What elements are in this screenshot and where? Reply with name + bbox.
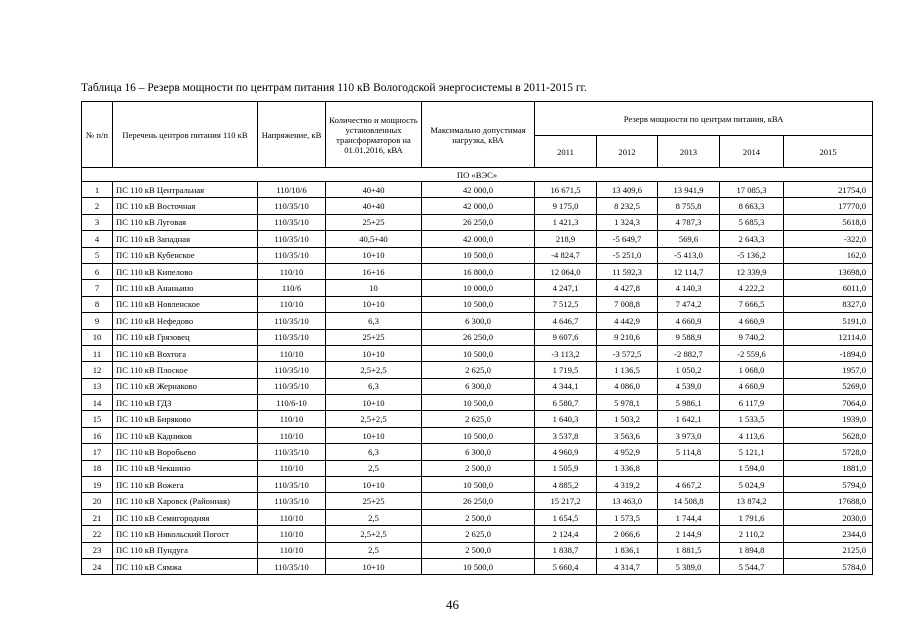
- header-reserve: Резерв мощности по центрам питания, кВА: [535, 102, 873, 136]
- row-number-cell: 11: [82, 345, 113, 361]
- voltage-cell: 110/6: [258, 280, 326, 296]
- row-number-cell: 4: [82, 231, 113, 247]
- voltage-cell: 110/10: [258, 296, 326, 312]
- reserve-2012-cell: 8 232,5: [597, 198, 658, 214]
- substation-name-cell: ПС 110 кВ Воробьево: [113, 444, 258, 460]
- substation-name-cell: ПС 110 кВ Грязовец: [113, 329, 258, 345]
- reserve-2011-cell: 4 885,2: [535, 477, 597, 493]
- reserve-2015-cell: 17770,0: [784, 198, 873, 214]
- row-number-cell: 12: [82, 362, 113, 378]
- voltage-cell: 110/35/10: [258, 198, 326, 214]
- voltage-cell: 110/35/10: [258, 313, 326, 329]
- reserve-2014-cell: 1 068,0: [720, 362, 784, 378]
- row-number-cell: 15: [82, 411, 113, 427]
- substation-name-cell: ПС 110 кВ Новленское: [113, 296, 258, 312]
- max-load-cell: 10 500,0: [422, 345, 535, 361]
- table-body: [82, 168, 873, 575]
- substation-name-cell: ПС 110 кВ Восточная: [113, 198, 258, 214]
- voltage-cell: 110/35/10: [258, 362, 326, 378]
- reserve-2013-cell: -2 882,7: [658, 345, 720, 361]
- table-row: [82, 493, 873, 509]
- table-row: [82, 477, 873, 493]
- row-number-cell: 13: [82, 378, 113, 394]
- reserve-2012-cell: 4 319,2: [597, 477, 658, 493]
- voltage-cell: 110/35/10: [258, 214, 326, 230]
- reserve-2011-cell: 4 960,9: [535, 444, 597, 460]
- row-number-cell: 10: [82, 329, 113, 345]
- header-num: № п/п: [82, 102, 113, 168]
- reserve-2015-cell: 162,0: [784, 247, 873, 263]
- table-row: [82, 182, 873, 198]
- header-max-load: Максимально допустимая нагрузка, кВА: [422, 102, 535, 168]
- row-number-cell: 22: [82, 526, 113, 542]
- substation-name-cell: ПС 110 кВ Западная: [113, 231, 258, 247]
- substation-name-cell: ПС 110 кВ Вохтога: [113, 345, 258, 361]
- substation-name-cell: ПС 110 кВ Чекшино: [113, 460, 258, 476]
- reserve-2013-cell: 14 508,8: [658, 493, 720, 509]
- max-load-cell: 6 300,0: [422, 444, 535, 460]
- voltage-cell: 110/35/10: [258, 231, 326, 247]
- section-label: ПО «ВЭС»: [82, 168, 873, 182]
- reserve-2013-cell: 4 667,2: [658, 477, 720, 493]
- reserve-2014-cell: 1 594,0: [720, 460, 784, 476]
- substation-name-cell: ПС 110 кВ Харовск (Районная): [113, 493, 258, 509]
- max-load-cell: 16 800,0: [422, 263, 535, 279]
- row-number-cell: 20: [82, 493, 113, 509]
- max-load-cell: 10 000,0: [422, 280, 535, 296]
- reserve-2014-cell: 17 085,3: [720, 182, 784, 198]
- reserve-2015-cell: 2030,0: [784, 509, 873, 525]
- substation-name-cell: ПС 110 кВ Нефедово: [113, 313, 258, 329]
- transformers-cell: 2,5+2,5: [326, 526, 422, 542]
- voltage-cell: 110/6-10: [258, 395, 326, 411]
- row-number-cell: 23: [82, 542, 113, 558]
- reserve-2013-cell: 9 588,9: [658, 329, 720, 345]
- reserve-2013-cell: 5 986,1: [658, 395, 720, 411]
- reserve-2011-cell: 15 217,2: [535, 493, 597, 509]
- reserve-2015-cell: 6011,0: [784, 280, 873, 296]
- reserve-2014-cell: 6 117,9: [720, 395, 784, 411]
- max-load-cell: 26 250,0: [422, 214, 535, 230]
- table-row: [82, 411, 873, 427]
- reserve-2012-cell: 1 336,8: [597, 460, 658, 476]
- table-row: [82, 542, 873, 558]
- row-number-cell: 7: [82, 280, 113, 296]
- max-load-cell: 6 300,0: [422, 378, 535, 394]
- substation-name-cell: ПС 110 кВ Кипелово: [113, 263, 258, 279]
- header-year: 2012: [597, 136, 658, 168]
- reserve-2015-cell: -1894,0: [784, 345, 873, 361]
- max-load-cell: 10 500,0: [422, 296, 535, 312]
- reserve-2014-cell: 5 024,9: [720, 477, 784, 493]
- reserve-2011-cell: 218,9: [535, 231, 597, 247]
- reserve-2011-cell: 16 671,5: [535, 182, 597, 198]
- voltage-cell: 110/35/10: [258, 477, 326, 493]
- reserve-2012-cell: 1 836,1: [597, 542, 658, 558]
- reserve-2011-cell: 2 124,4: [535, 526, 597, 542]
- power-reserve-table: [81, 101, 873, 575]
- reserve-2013-cell: 7 474,2: [658, 296, 720, 312]
- max-load-cell: 2 625,0: [422, 526, 535, 542]
- reserve-2014-cell: 12 339,9: [720, 263, 784, 279]
- header-voltage: Напряжение, кВ: [258, 102, 326, 168]
- header-year: 2014: [720, 136, 784, 168]
- reserve-2013-cell: 8 755,8: [658, 198, 720, 214]
- max-load-cell: 42 000,0: [422, 231, 535, 247]
- voltage-cell: 110/35/10: [258, 378, 326, 394]
- reserve-2014-cell: -2 559,6: [720, 345, 784, 361]
- max-load-cell: 26 250,0: [422, 493, 535, 509]
- row-number-cell: 6: [82, 263, 113, 279]
- reserve-2014-cell: 5 544,7: [720, 558, 784, 574]
- table-row: [82, 247, 873, 263]
- substation-name-cell: ПС 110 кВ Кубенское: [113, 247, 258, 263]
- row-number-cell: 3: [82, 214, 113, 230]
- reserve-2012-cell: 3 563,6: [597, 427, 658, 443]
- voltage-cell: 110/35/10: [258, 247, 326, 263]
- table-row: [82, 558, 873, 574]
- substation-name-cell: ПС 110 кВ Сямжа: [113, 558, 258, 574]
- row-number-cell: 18: [82, 460, 113, 476]
- reserve-2011-cell: 7 512,5: [535, 296, 597, 312]
- reserve-2015-cell: 2125,0: [784, 542, 873, 558]
- max-load-cell: 10 500,0: [422, 558, 535, 574]
- reserve-2015-cell: 1881,0: [784, 460, 873, 476]
- reserve-2011-cell: -3 113,2: [535, 345, 597, 361]
- reserve-2011-cell: 9 175,0: [535, 198, 597, 214]
- reserve-2014-cell: -5 136,2: [720, 247, 784, 263]
- header-transformers: Количество и мощность установленных трансформаторов на 01.01.2016, кВА: [326, 102, 422, 168]
- transformers-cell: 40+40: [326, 198, 422, 214]
- row-number-cell: 21: [82, 509, 113, 525]
- voltage-cell: 110/35/10: [258, 444, 326, 460]
- section-row: [82, 168, 873, 182]
- reserve-2012-cell: 4 952,9: [597, 444, 658, 460]
- substation-name-cell: ПС 110 кВ Плоское: [113, 362, 258, 378]
- reserve-2015-cell: 5794,0: [784, 477, 873, 493]
- reserve-2011-cell: 4 646,7: [535, 313, 597, 329]
- row-number-cell: 1: [82, 182, 113, 198]
- table-row: [82, 427, 873, 443]
- voltage-cell: 110/10: [258, 526, 326, 542]
- reserve-2013-cell: 4 787,3: [658, 214, 720, 230]
- header-name: Перечень центров питания 110 кВ: [113, 102, 258, 168]
- substation-name-cell: ПС 110 кВ Вожега: [113, 477, 258, 493]
- reserve-2011-cell: 12 064,0: [535, 263, 597, 279]
- table-row: [82, 509, 873, 525]
- transformers-cell: 2,5: [326, 542, 422, 558]
- reserve-2013-cell: -5 413,0: [658, 247, 720, 263]
- reserve-2015-cell: 7064,0: [784, 395, 873, 411]
- reserve-2012-cell: 13 409,6: [597, 182, 658, 198]
- transformers-cell: 10+10: [326, 296, 422, 312]
- transformers-cell: 25+25: [326, 214, 422, 230]
- row-number-cell: 16: [82, 427, 113, 443]
- table-row: [82, 214, 873, 230]
- reserve-2011-cell: 9 607,6: [535, 329, 597, 345]
- reserve-2013-cell: 1 744,4: [658, 509, 720, 525]
- reserve-2015-cell: 5191,0: [784, 313, 873, 329]
- reserve-2011-cell: 6 580,7: [535, 395, 597, 411]
- row-number-cell: 9: [82, 313, 113, 329]
- reserve-2013-cell: 13 941,9: [658, 182, 720, 198]
- voltage-cell: 110/10: [258, 542, 326, 558]
- transformers-cell: 6,3: [326, 378, 422, 394]
- table-row: [82, 345, 873, 361]
- table-row: [82, 263, 873, 279]
- transformers-cell: 2,5: [326, 509, 422, 525]
- row-number-cell: 17: [82, 444, 113, 460]
- max-load-cell: 42 000,0: [422, 182, 535, 198]
- reserve-2012-cell: -3 572,5: [597, 345, 658, 361]
- reserve-2011-cell: 1 505,9: [535, 460, 597, 476]
- reserve-2013-cell: 1 881,5: [658, 542, 720, 558]
- reserve-2014-cell: 5 685,3: [720, 214, 784, 230]
- reserve-2014-cell: 7 666,5: [720, 296, 784, 312]
- max-load-cell: 10 500,0: [422, 477, 535, 493]
- reserve-2013-cell: 1 642,1: [658, 411, 720, 427]
- reserve-2014-cell: 8 663,3: [720, 198, 784, 214]
- voltage-cell: 110/35/10: [258, 329, 326, 345]
- reserve-2012-cell: 1 324,3: [597, 214, 658, 230]
- voltage-cell: 110/35/10: [258, 493, 326, 509]
- reserve-2014-cell: 4 660,9: [720, 313, 784, 329]
- reserve-2015-cell: 5728,0: [784, 444, 873, 460]
- voltage-cell: 110/10: [258, 263, 326, 279]
- max-load-cell: 6 300,0: [422, 313, 535, 329]
- reserve-2013-cell: 1 050,2: [658, 362, 720, 378]
- reserve-2015-cell: 5784,0: [784, 558, 873, 574]
- transformers-cell: 10+10: [326, 427, 422, 443]
- reserve-2015-cell: 21754,0: [784, 182, 873, 198]
- reserve-2015-cell: 5618,0: [784, 214, 873, 230]
- reserve-2011-cell: -4 824,7: [535, 247, 597, 263]
- reserve-2011-cell: 1 719,5: [535, 362, 597, 378]
- row-number-cell: 2: [82, 198, 113, 214]
- reserve-2014-cell: 2 643,3: [720, 231, 784, 247]
- reserve-2015-cell: 5269,0: [784, 378, 873, 394]
- reserve-2014-cell: 13 874,2: [720, 493, 784, 509]
- reserve-2012-cell: -5 649,7: [597, 231, 658, 247]
- transformers-cell: 40+40: [326, 182, 422, 198]
- reserve-2012-cell: 13 463,0: [597, 493, 658, 509]
- max-load-cell: 26 250,0: [422, 329, 535, 345]
- reserve-2012-cell: 4 086,0: [597, 378, 658, 394]
- header-year: 2013: [658, 136, 720, 168]
- transformers-cell: 10+10: [326, 345, 422, 361]
- reserve-2012-cell: 1 136,5: [597, 362, 658, 378]
- substation-name-cell: ПС 110 кВ Никольский Погост: [113, 526, 258, 542]
- reserve-2014-cell: 5 121,1: [720, 444, 784, 460]
- reserve-2015-cell: 2344,0: [784, 526, 873, 542]
- table-row: [82, 198, 873, 214]
- row-number-cell: 5: [82, 247, 113, 263]
- table-row: [82, 395, 873, 411]
- table-row: [82, 526, 873, 542]
- reserve-2011-cell: 4 247,1: [535, 280, 597, 296]
- row-number-cell: 8: [82, 296, 113, 312]
- substation-name-cell: ПС 110 кВ Биряково: [113, 411, 258, 427]
- transformers-cell: 40,5+40: [326, 231, 422, 247]
- reserve-2012-cell: 1 573,5: [597, 509, 658, 525]
- max-load-cell: 2 625,0: [422, 362, 535, 378]
- max-load-cell: 10 500,0: [422, 427, 535, 443]
- transformers-cell: 10+10: [326, 558, 422, 574]
- transformers-cell: 10+10: [326, 247, 422, 263]
- reserve-2012-cell: 7 008,8: [597, 296, 658, 312]
- substation-name-cell: ПС 110 кВ Луговая: [113, 214, 258, 230]
- reserve-2014-cell: 4 660,9: [720, 378, 784, 394]
- voltage-cell: 110/10: [258, 411, 326, 427]
- table-row: [82, 378, 873, 394]
- table-row: [82, 460, 873, 476]
- transformers-cell: 16+16: [326, 263, 422, 279]
- header-year: 2011: [535, 136, 597, 168]
- max-load-cell: 42 000,0: [422, 198, 535, 214]
- reserve-2013-cell: 4 539,0: [658, 378, 720, 394]
- voltage-cell: 110/10: [258, 345, 326, 361]
- reserve-2012-cell: 4 442,9: [597, 313, 658, 329]
- table-row: [82, 362, 873, 378]
- voltage-cell: 110/10/6: [258, 182, 326, 198]
- transformers-cell: 25+25: [326, 493, 422, 509]
- max-load-cell: 2 500,0: [422, 542, 535, 558]
- reserve-2013-cell: 12 114,7: [658, 263, 720, 279]
- substation-name-cell: ПС 110 кВ Семигородняя: [113, 509, 258, 525]
- voltage-cell: 110/10: [258, 427, 326, 443]
- reserve-2014-cell: 4 113,6: [720, 427, 784, 443]
- substation-name-cell: ПС 110 кВ Центральная: [113, 182, 258, 198]
- reserve-2014-cell: 1 894,8: [720, 542, 784, 558]
- reserve-2014-cell: 4 222,2: [720, 280, 784, 296]
- reserve-2011-cell: 3 537,8: [535, 427, 597, 443]
- reserve-2012-cell: 1 503,2: [597, 411, 658, 427]
- transformers-cell: 6,3: [326, 444, 422, 460]
- reserve-2015-cell: 13698,0: [784, 263, 873, 279]
- substation-name-cell: ПС 110 кВ Жернаково: [113, 378, 258, 394]
- table-row: [82, 231, 873, 247]
- reserve-2014-cell: 9 740,2: [720, 329, 784, 345]
- transformers-cell: 6,3: [326, 313, 422, 329]
- reserve-2015-cell: 1939,0: [784, 411, 873, 427]
- table-row: [82, 280, 873, 296]
- reserve-2013-cell: 2 144,9: [658, 526, 720, 542]
- reserve-2011-cell: 5 660,4: [535, 558, 597, 574]
- transformers-cell: 10: [326, 280, 422, 296]
- transformers-cell: 10+10: [326, 395, 422, 411]
- reserve-2012-cell: 9 210,6: [597, 329, 658, 345]
- reserve-2012-cell: 4 314,7: [597, 558, 658, 574]
- substation-name-cell: ПС 110 кВ ГДЗ: [113, 395, 258, 411]
- reserve-2012-cell: 5 978,1: [597, 395, 658, 411]
- reserve-2015-cell: 5628,0: [784, 427, 873, 443]
- reserve-2013-cell: 4 140,3: [658, 280, 720, 296]
- transformers-cell: 10+10: [326, 477, 422, 493]
- transformers-cell: 2,5+2,5: [326, 362, 422, 378]
- substation-name-cell: ПС 110 кВ Пундуга: [113, 542, 258, 558]
- table-row: [82, 329, 873, 345]
- reserve-2014-cell: 1 791,6: [720, 509, 784, 525]
- reserve-2011-cell: 4 344,1: [535, 378, 597, 394]
- reserve-2013-cell: 5 114,8: [658, 444, 720, 460]
- substation-name-cell: ПС 110 кВ Ананьино: [113, 280, 258, 296]
- reserve-2014-cell: 1 533,5: [720, 411, 784, 427]
- page-number: 46: [446, 597, 459, 612]
- row-number-cell: 19: [82, 477, 113, 493]
- voltage-cell: 110/10: [258, 460, 326, 476]
- reserve-2012-cell: 2 066,6: [597, 526, 658, 542]
- max-load-cell: 10 500,0: [422, 247, 535, 263]
- reserve-2012-cell: -5 251,0: [597, 247, 658, 263]
- reserve-2011-cell: 1 654,5: [535, 509, 597, 525]
- reserve-2013-cell: 3 973,0: [658, 427, 720, 443]
- max-load-cell: 10 500,0: [422, 395, 535, 411]
- table-row: [82, 444, 873, 460]
- reserve-2015-cell: -322,0: [784, 231, 873, 247]
- reserve-2013-cell: 5 389,0: [658, 558, 720, 574]
- table-row: [82, 296, 873, 312]
- reserve-2011-cell: 1 838,7: [535, 542, 597, 558]
- reserve-2011-cell: 1 640,3: [535, 411, 597, 427]
- reserve-2012-cell: 4 427,8: [597, 280, 658, 296]
- reserve-2013-cell: 4 660,9: [658, 313, 720, 329]
- reserve-2013-cell: 569,6: [658, 231, 720, 247]
- table-row: [82, 313, 873, 329]
- reserve-2012-cell: 11 592,3: [597, 263, 658, 279]
- max-load-cell: 2 500,0: [422, 460, 535, 476]
- substation-name-cell: ПС 110 кВ Кадников: [113, 427, 258, 443]
- reserve-2015-cell: 8327,0: [784, 296, 873, 312]
- reserve-2014-cell: 2 110,2: [720, 526, 784, 542]
- voltage-cell: 110/35/10: [258, 558, 326, 574]
- row-number-cell: 24: [82, 558, 113, 574]
- max-load-cell: 2 625,0: [422, 411, 535, 427]
- reserve-2011-cell: 1 421,3: [535, 214, 597, 230]
- max-load-cell: 2 500,0: [422, 509, 535, 525]
- transformers-cell: 25+25: [326, 329, 422, 345]
- reserve-2015-cell: 17688,0: [784, 493, 873, 509]
- transformers-cell: 2,5: [326, 460, 422, 476]
- transformers-cell: 2,5+2,5: [326, 411, 422, 427]
- row-number-cell: 14: [82, 395, 113, 411]
- reserve-2015-cell: 1957,0: [784, 362, 873, 378]
- reserve-2015-cell: 12114,0: [784, 329, 873, 345]
- voltage-cell: 110/10: [258, 509, 326, 525]
- header-year: 2015: [784, 136, 873, 168]
- table-caption: Таблица 16 – Резерв мощности по центрам питания 110 кВ Вологодской энергосистемы в 2011-2015 гг.: [81, 82, 587, 94]
- reserve-2013-cell: [658, 460, 720, 476]
